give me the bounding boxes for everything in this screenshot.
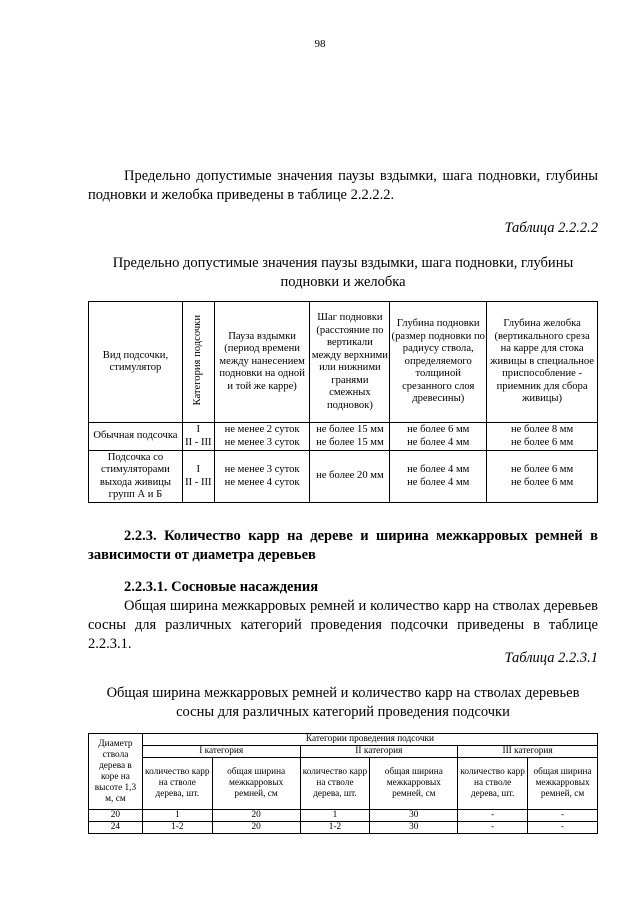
table1-header-category: Категория подсочки	[182, 302, 214, 423]
table1-cell-category: I II - III	[182, 451, 214, 503]
intro-paragraph: Предельно допустимые значения паузы вздымки, шага подновки, глубины подновки и желобка приведены в таблице 2.2.2.2.	[88, 168, 598, 203]
table1-label: Таблица 2.2.2.2	[504, 220, 598, 236]
table2-category-2: II категория	[300, 746, 458, 758]
table1-cell-pause: не менее 2 суток не менее 3 суток	[214, 423, 310, 451]
table2-cell: -	[528, 822, 598, 834]
table2-cell: 1	[300, 810, 370, 822]
table2-sub-width: общая ширина межкарровых ремней, см	[528, 758, 598, 810]
table2-cell: 1-2	[300, 822, 370, 834]
table2-category-3: III категория	[458, 746, 598, 758]
page-number: 98	[314, 38, 326, 50]
table1-cell-type: Обычная подсочка	[89, 423, 183, 451]
table2-sub-width: общая ширина межкарровых ремней, см	[212, 758, 300, 810]
subsection-heading: 2.2.3.1. Сосновые насаждения	[124, 579, 319, 595]
table1-cell-step: не более 15 мм не более 15 мм	[310, 423, 390, 451]
table1-cell-depth: не более 6 мм не более 4 мм	[390, 423, 487, 451]
table1-cell-groove: не более 6 мм не более 6 мм	[487, 451, 598, 503]
table1-header-depth: Глубина подновки (размер подновки по радиусу ствола, определяемого толщиной срезанного слоя древесины)	[390, 302, 487, 423]
table2-cell: 30	[370, 822, 458, 834]
table-row	[89, 822, 598, 834]
table2-header-categories: Категории проведения подсочки	[142, 734, 597, 746]
table2-category-1: I категория	[142, 746, 300, 758]
table2-cell: 30	[370, 810, 458, 822]
table2-cell-diameter: 20	[89, 810, 143, 822]
table1-cell-category: I II - III	[182, 423, 214, 451]
table1-cell-pause: не менее 3 суток не менее 4 суток	[214, 451, 310, 503]
table2-cell: -	[458, 822, 528, 834]
table-row	[89, 451, 598, 503]
table2-cell: 1-2	[142, 822, 212, 834]
table2-sub-count: количество карр на стволе дерева, шт.	[458, 758, 528, 810]
table1-cell-step: не более 20 мм	[310, 451, 390, 503]
table2-cell: 1	[142, 810, 212, 822]
table-row	[89, 423, 598, 451]
table2-cell-diameter: 24	[89, 822, 143, 834]
table2-cell: -	[458, 810, 528, 822]
table1-cell-type: Подсочка со стимуляторами выхода живицы групп А и Б	[89, 451, 183, 503]
table2-sub-width: общая ширина межкарровых ремней, см	[370, 758, 458, 810]
table2-subheader-row	[89, 758, 598, 810]
table2-sub-count: количество карр на стволе дерева, шт.	[142, 758, 212, 810]
table1-header-row	[89, 302, 598, 423]
table1	[88, 301, 598, 503]
section-heading: 2.2.3. Количество карр на дереве и ширина межкарровых ремней в зависимости от диаметра деревьев	[88, 528, 598, 563]
table2-label: Таблица 2.2.3.1	[504, 650, 598, 666]
table-row	[89, 810, 598, 822]
table1-title: Предельно допустимые значения паузы вздымки, шага подновки, глубины подновки и желобка	[112, 255, 574, 290]
table1-header-pause: Пауза вздымки (период времени между нанесением подновки на одной и той же карре)	[214, 302, 310, 423]
table1-header-groove: Глубина желобка (вертикального среза на карре для стока живицы в специальное приспособление - приемник для сбора живицы)	[487, 302, 598, 423]
table2-cell: 20	[212, 810, 300, 822]
table2-cell: 20	[212, 822, 300, 834]
table1-cell-groove: не более 8 мм не более 6 мм	[487, 423, 598, 451]
table2-cell: -	[528, 810, 598, 822]
table2-category-row	[89, 746, 598, 758]
paragraph-2: Общая ширина межкарровых ремней и количество карр на стволах деревьев сосны для различных категорий проведения подсочки приведены в таблице 2.2.3.1.	[88, 598, 598, 652]
table2-header-diameter: Диаметр ствола дерева в коре на высоте 1,3 м, см	[89, 734, 143, 810]
table1-header-type: Вид подсочки, стимулятор	[89, 302, 183, 423]
table2	[88, 733, 598, 834]
table2-sub-count: количество карр на стволе дерева, шт.	[300, 758, 370, 810]
table1-cell-depth: не более 4 мм не более 4 мм	[390, 451, 487, 503]
table1-header-step: Шаг подновки (расстояние по вертикали между верхними или нижними гранями смежных подновок)	[310, 302, 390, 423]
table2-title: Общая ширина межкарровых ремней и количество карр на стволах деревьев сосны для различных категорий проведения подсочки	[106, 685, 580, 720]
table2-header-row	[89, 734, 598, 746]
